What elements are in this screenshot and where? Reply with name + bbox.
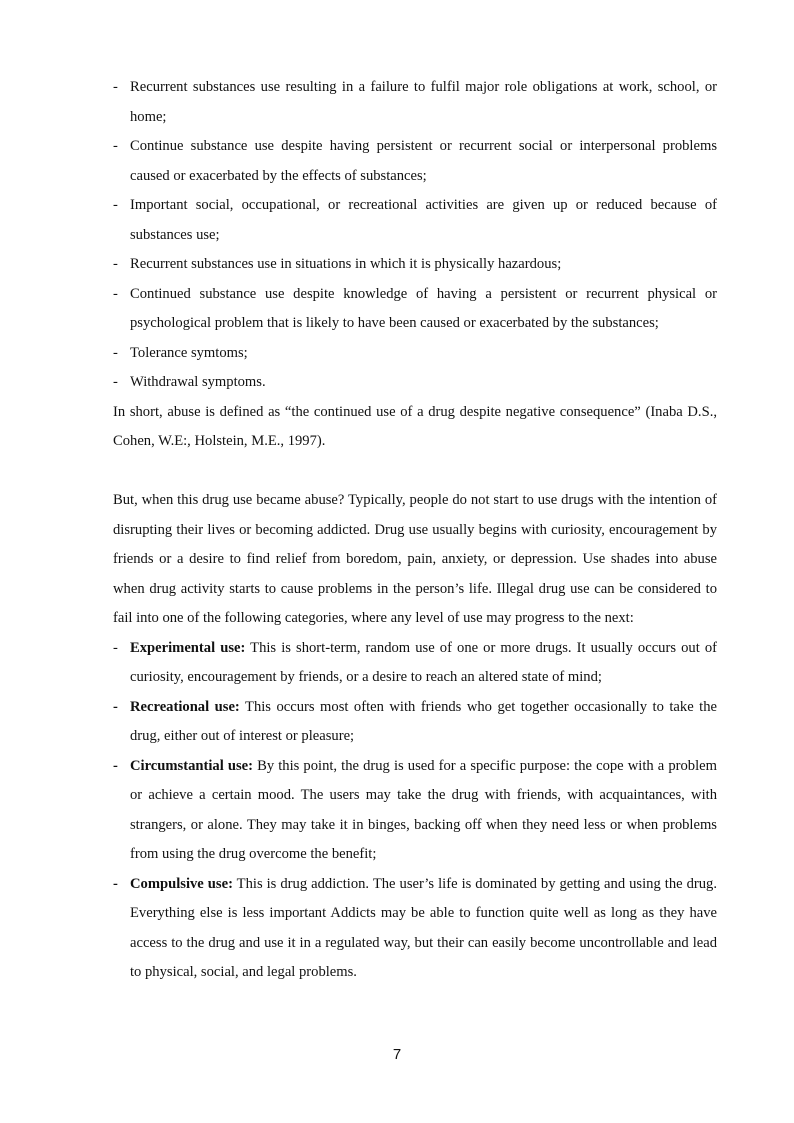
list-item-text (130, 634, 717, 693)
intro-paragraph: But, when this drug use became abuse? Typically, people do not start to use drugs with the intention of disrupting their lives or becoming addicted. Drug use usually begins with curiosity, encouragement by friends or a desire to find relief from boredom, pain, anxiety, or depression. Use shades into abuse when drug activity starts to cause problems in the person’s life. Illegal drug use can be considered to fail into one of the following categories, where any level of use may progress to the next: (113, 492, 717, 626)
definition-paragraph: In short, abuse is defined as “the continued use of a drug despite negative consequence” (Inaba D.S., Cohen, W.E:, Holstein, M.E., 1997). (113, 403, 717, 449)
list-item-text: Tolerance symtoms; (130, 344, 248, 361)
category-term: Recreational use: (130, 698, 240, 715)
list-item (113, 191, 717, 250)
dash-bullet: - (113, 138, 118, 154)
list-item (113, 634, 717, 693)
list-item (113, 368, 717, 398)
list-item (113, 132, 717, 191)
list-item-text: Continued substance use despite knowledge of having a persistent or recurrent physical or psychological problem that is likely to have been caused or exacerbated by the substances; (130, 285, 717, 331)
dash-bullet: - (113, 875, 118, 892)
paragraph-spacer (113, 457, 717, 487)
page-number: 7 (392, 1046, 402, 1063)
dash-bullet: - (113, 374, 118, 390)
list-item (113, 280, 717, 339)
document-page (113, 73, 717, 988)
dash-bullet: - (113, 256, 118, 272)
drug-use-categories-list (113, 634, 717, 988)
dash-bullet: - (113, 344, 118, 361)
category-description: This is short-term, random use of one or more drugs. It usually occurs out of curiosity, encouragement by friends, or a desire to reach an altered state of mind; (130, 639, 717, 685)
list-item (113, 250, 717, 280)
dash-bullet: - (113, 79, 118, 95)
list-item (113, 339, 717, 369)
list-item (113, 693, 717, 752)
dash-bullet: - (113, 285, 118, 302)
list-item-text: Recurrent substances use resulting in a failure to fulfil major role obligations at work, school, or home; (130, 79, 717, 125)
dash-bullet: - (113, 757, 118, 774)
list-item-text: Withdrawal symptoms. (130, 374, 266, 390)
dash-bullet: - (113, 639, 118, 656)
abuse-criteria-list (113, 73, 717, 398)
list-item (113, 752, 717, 870)
category-term: Circumstantial use: (130, 757, 254, 774)
list-item (113, 73, 717, 132)
list-item-text (130, 870, 717, 988)
list-item-text: Continue substance use despite having persistent or recurrent social or interpersonal problems caused or exacerbated by the effects of substances; (130, 138, 717, 184)
category-term: Experimental use: (130, 639, 246, 656)
list-item-text (130, 752, 717, 870)
list-item-text: Important social, occupational, or recreational activities are given up or reduced because of substances use; (130, 197, 717, 243)
list-item (113, 870, 717, 988)
dash-bullet: - (113, 197, 118, 213)
category-term: Compulsive use: (130, 875, 233, 892)
list-item-text: Recurrent substances use in situations in which it is physically hazardous; (130, 256, 562, 272)
category-description: This is drug addiction. The user’s life is dominated by getting and using the drug. Everything else is less important Addicts may be able to function quite well as long as they have access to the drug and use it in a regulated way, but their can easily become uncontrollable and lead to physical, social, and legal problems. (130, 875, 717, 980)
category-description: By this point, the drug is used for a specific purpose: the cope with a problem or achieve a certain mood. The users may take the drug with friends, with acquaintances, with strangers, or alone. They may take it in binges, backing off when they need less or when problems from using the drug overcome the benefit; (130, 757, 717, 862)
category-description: This occurs most often with friends who get together occasionally to take the drug, either out of interest or pleasure; (130, 698, 717, 744)
list-item-text (130, 693, 717, 752)
dash-bullet: - (113, 698, 118, 715)
